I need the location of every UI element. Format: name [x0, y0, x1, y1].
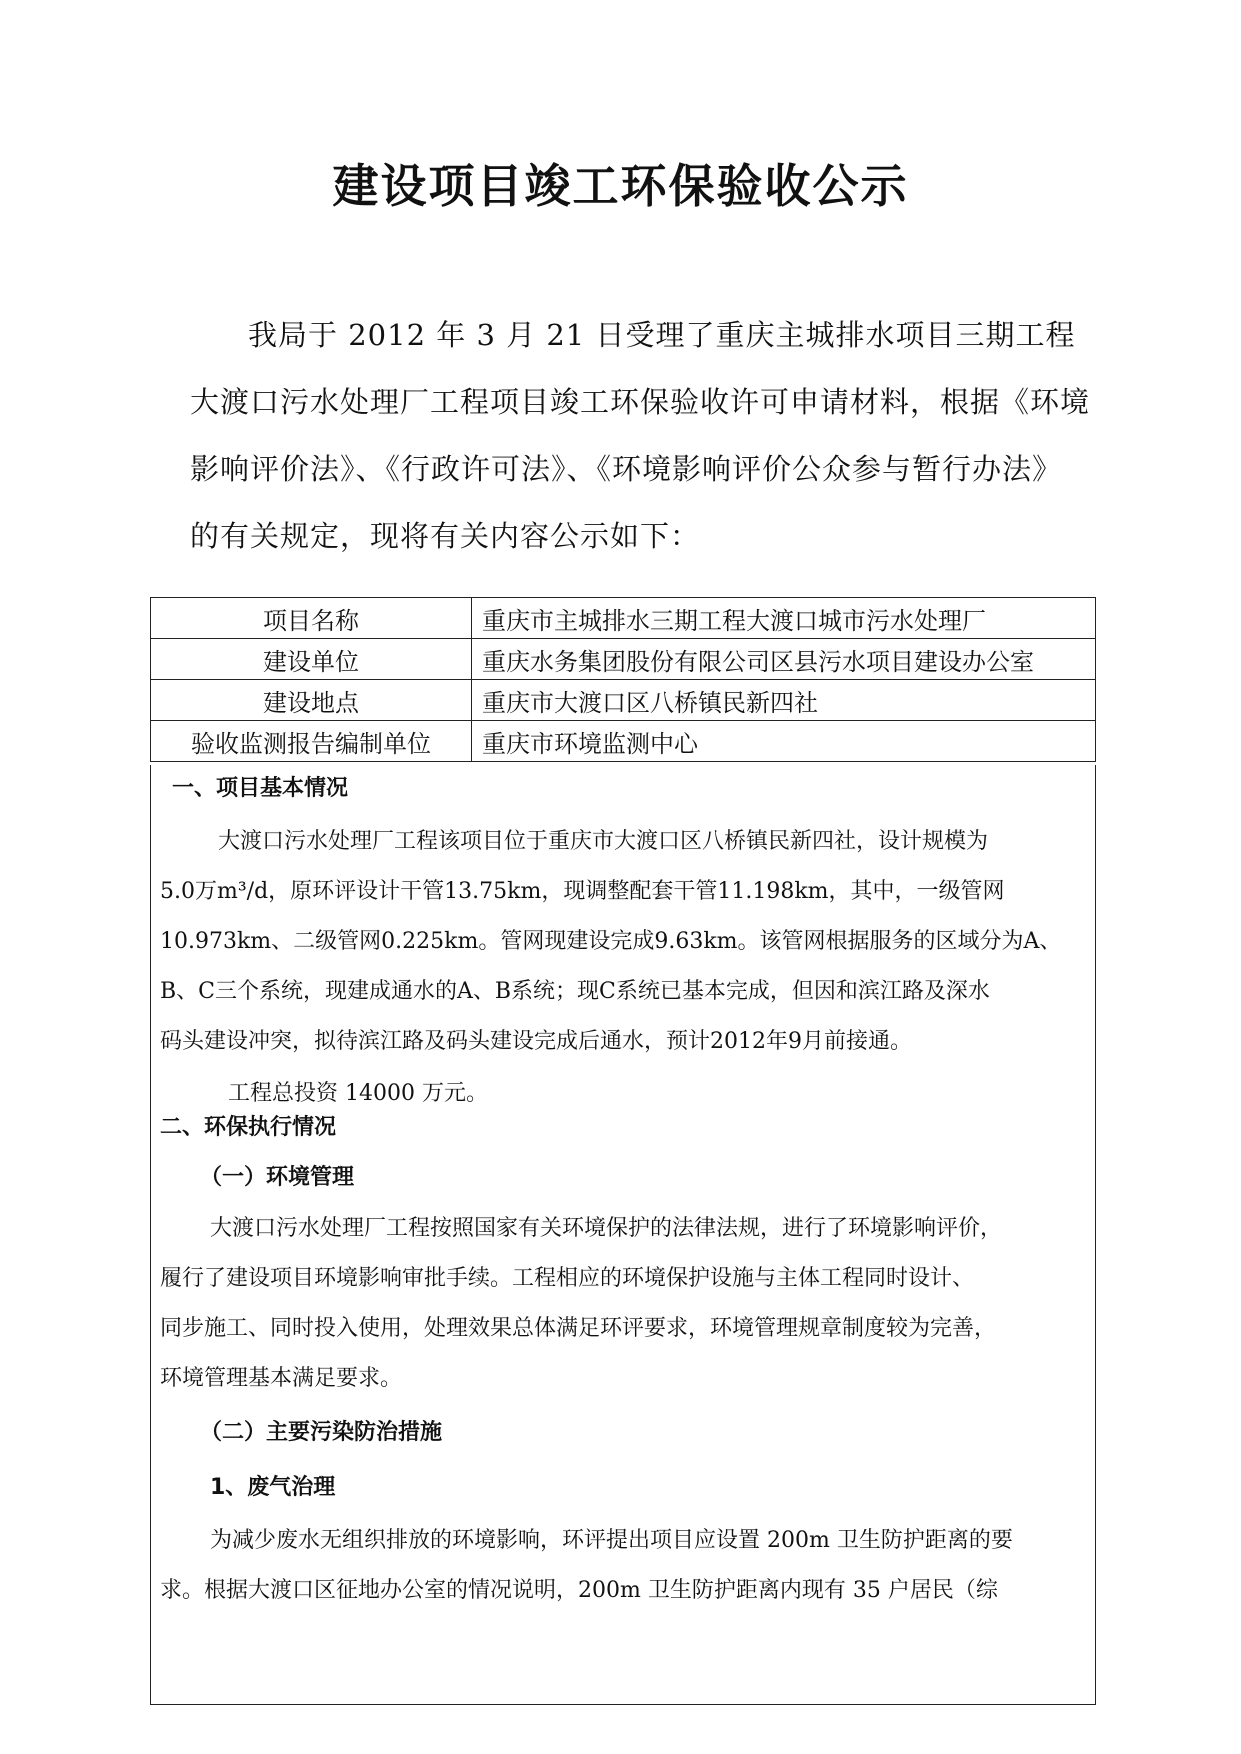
item-1-heading: 1、废气治理 [210, 1475, 336, 1500]
section-1-line-5: 码头建设冲突，拟待滨江路及码头建设完成后通水，预计2012年9月前接通。 [160, 1029, 912, 1054]
intro-line-1: 我局于 2012 年 3 月 21 日受理了重庆主城排水项目三期工程 [248, 318, 1076, 352]
section-1-line-4: B、C三个系统，现建成通水的A、B系统；现C系统已基本完成，但因和滨江路及深水 [160, 979, 990, 1004]
project-info-table [150, 597, 1096, 762]
row-label: 建设地点 [151, 680, 472, 721]
item-1-line-2: 求。根据大渡口区征地办公室的情况说明，200m 卫生防护距离内现有 35 户居民（综 [160, 1578, 998, 1603]
section-1-line-1: 大渡口污水处理厂工程该项目位于重庆市大渡口区八桥镇民新四社，设计规模为 [218, 829, 989, 854]
section-1-line-3: 10.973km、二级管网0.225km。管网现建设完成9.63km。该管网根据服务的区域分为A、 [160, 929, 1062, 954]
subsection-1-line-1: 大渡口污水处理厂工程按照国家有关环境保护的法律法规，进行了环境影响评价， [210, 1216, 1003, 1241]
subsection-1-heading: （一）环境管理 [200, 1165, 355, 1190]
subsection-1-line-4: 环境管理基本满足要求。 [160, 1366, 403, 1391]
item-1-line-1: 为减少废水无组织排放的环境影响，环评提出项目应设置 200m 卫生防护距离的要 [210, 1528, 1013, 1553]
subsection-1-line-3: 同步施工、同时投入使用，处理效果总体满足环评要求，环境管理规章制度较为完善， [160, 1316, 997, 1341]
document-title: 建设项目竣工环保验收公示 [332, 159, 909, 213]
table-row [151, 680, 1096, 721]
intro-line-2: 大渡口污水处理厂工程项目竣工环保验收许可申请材料，根据《环境 [190, 385, 1091, 419]
row-label: 验收监测报告编制单位 [151, 721, 472, 762]
section-2-heading: 二、环保执行情况 [160, 1115, 337, 1140]
row-value: 重庆市环境监测中心 [472, 721, 1096, 762]
intro-line-3: 影响评价法》、《行政许可法》、《环境影响评价公众参与暂行办法》 [190, 452, 1063, 486]
section-1-line-2: 5.0万m³/d，原环评设计干管13.75km，现调整配套干管11.198km，其中，一级管网 [160, 879, 1005, 904]
row-value: 重庆市大渡口区八桥镇民新四社 [472, 680, 1096, 721]
row-label: 项目名称 [151, 598, 472, 639]
subsection-2-heading: （二）主要污染防治措施 [200, 1420, 443, 1445]
section-1-heading: 一、项目基本情况 [172, 776, 349, 801]
row-label: 建设单位 [151, 639, 472, 680]
intro-line-4: 的有关规定，现将有关内容公示如下： [190, 519, 701, 553]
table-row [151, 639, 1096, 680]
row-value: 重庆市主城排水三期工程大渡口城市污水处理厂 [472, 598, 1096, 639]
table-row [151, 721, 1096, 762]
table-row [151, 598, 1096, 639]
investment-line: 工程总投资 14000 万元。 [228, 1081, 488, 1106]
subsection-1-line-2: 履行了建设项目环境影响审批手续。工程相应的环境保护设施与主体工程同时设计、 [160, 1266, 975, 1291]
row-value: 重庆水务集团股份有限公司区县污水项目建设办公室 [472, 639, 1096, 680]
